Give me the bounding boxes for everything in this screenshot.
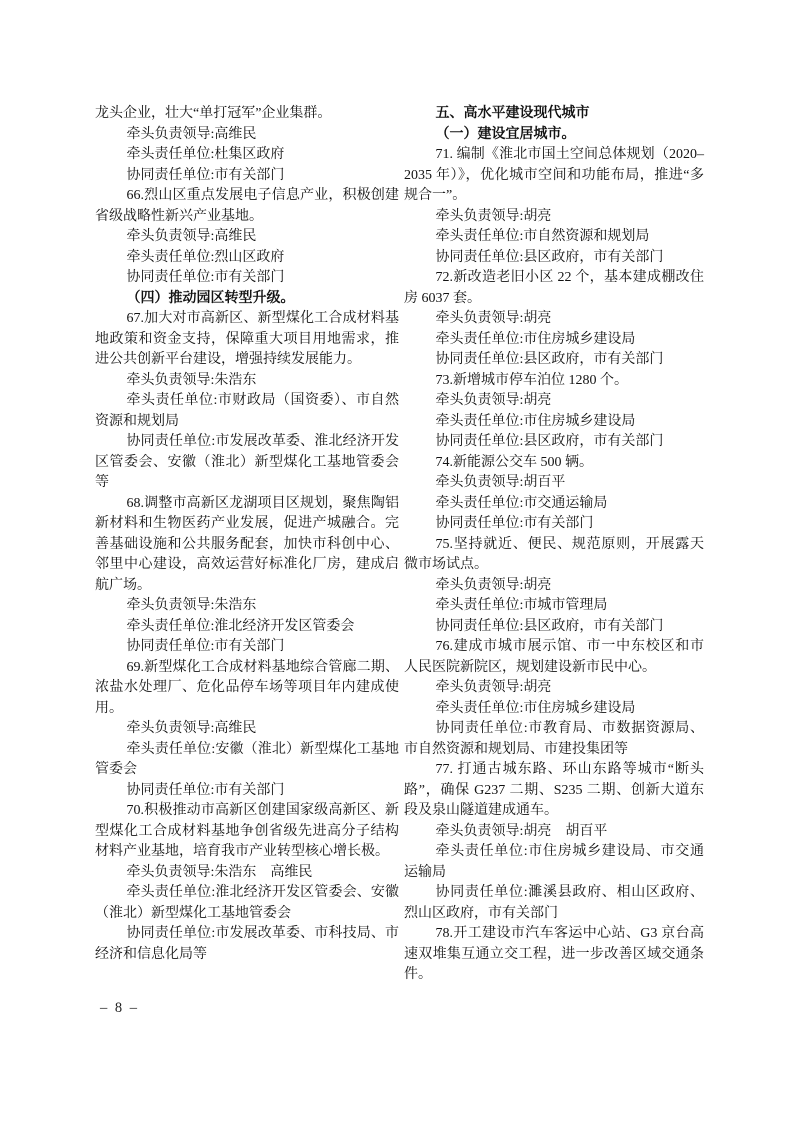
responsibility-line: 牵头负责领导:胡百平 [435, 475, 566, 490]
section-heading: （一）建设宜居城市。 [435, 126, 576, 142]
task-paragraph: 69.新型煤化工合成材料基地综合管廊二期、浓盐水处理厂、危化品停车场等项目年内建成使用。 [95, 659, 399, 716]
responsibility-line: 协同责任单位:县区政府，市有关部门 [435, 434, 664, 449]
task-paragraph: 72.新改造老旧小区 22 个，基本建成棚改住房 6037 套。 [404, 270, 704, 306]
responsibility-line: 牵头责任单位:市自然资源和规划局 [435, 229, 650, 244]
responsibility-line: 牵头负责领导:高维民 [126, 126, 257, 142]
page-number: – 8 – [100, 1000, 139, 1016]
responsibility-line: 牵头责任单位:市住房城乡建设局 [435, 413, 636, 429]
responsibility-line: 牵头负责领导:朱浩东 [126, 372, 257, 388]
responsibility-line: 牵头负责领导:高维民 [126, 721, 257, 736]
task-paragraph: 66.烈山区重点发展电子信息产业，积极创建省级战略性新兴产业基地。 [95, 188, 399, 224]
responsibility-line: 协同责任单位:市有关部门 [126, 782, 285, 798]
responsibility-line: 牵头责任单位:杜集区政府 [126, 147, 285, 162]
responsibility-line: 牵头负责领导:朱浩东 高维民 [126, 864, 313, 880]
left-column [95, 104, 399, 965]
responsibility-line: 协同责任单位:市教育局、市数据资源局、市自然资源和规划局、市建投集团等 [404, 721, 704, 757]
responsibility-line: 牵头责任单位:市城市管理局 [435, 598, 608, 613]
task-paragraph: 73.新增城市停车泊位 1280 个。 [435, 372, 628, 388]
task-paragraph: 74.新能源公交车 500 辆。 [435, 454, 593, 470]
responsibility-line: 协同责任单位:县区政府，市有关部门 [435, 618, 664, 634]
task-paragraph: 75.坚持就近、便民、规范原则，开展露天微市场试点。 [404, 536, 704, 572]
responsibility-line: 牵头责任单位:市财政局（国资委）、市自然资源和规划局 [95, 393, 399, 429]
responsibility-line: 牵头责任单位:市交通运输局 [435, 495, 608, 511]
responsibility-line: 牵头责任单位:安徽（淮北）新型煤化工基地管委会 [95, 741, 399, 777]
responsibility-line: 牵头责任单位:淮北经济开发区管委会 [126, 618, 355, 634]
responsibility-line: 协同责任单位:市有关部门 [435, 516, 594, 531]
continuation-paragraph: 龙头企业，壮大“单打冠军”企业集群。 [95, 106, 332, 121]
section-heading: 五、高水平建设现代城市 [435, 106, 590, 121]
section-heading: （四）推动园区转型升级。 [126, 290, 295, 306]
responsibility-line: 协同责任单位:市发展改革委、淮北经济开发区管委会、安徽（淮北）新型煤化工基地管委会等 [95, 434, 399, 490]
task-paragraph: 67.加大对市高新区、新型煤化工合成材料基地政策和资金支持，保障重大项目用地需求，推进公共创新平台建设，增强持续发展能力。 [95, 311, 399, 367]
responsibility-line: 协同责任单位:市发展改革委、市科技局、市经济和信息化局等 [95, 926, 399, 962]
responsibility-line: 牵头责任单位:淮北经济开发区管委会、安徽（淮北）新型煤化工基地管委会 [95, 885, 399, 921]
responsibility-line: 协同责任单位:市有关部门 [126, 639, 285, 654]
responsibility-line: 协同责任单位:市有关部门 [126, 167, 285, 183]
right-column [404, 104, 704, 986]
responsibility-line: 牵头责任单位:市住房城乡建设局 [435, 331, 636, 347]
responsibility-line: 牵头负责领导:胡亮 [435, 208, 552, 224]
task-paragraph: 77. 打通古城东路、环山东路等城市“断头路”，确保 G237 二期、S235 二期、创新大道东段及泉山隧道建成通车。 [404, 762, 704, 818]
responsibility-line: 协同责任单位:市有关部门 [126, 270, 285, 285]
responsibility-line: 协同责任单位:县区政府，市有关部门 [435, 352, 664, 367]
task-paragraph: 76.建成市城市展示馆、市一中东校区和市人民医院新院区，规划建设新市民中心。 [404, 639, 704, 675]
responsibility-line: 牵头责任单位:市住房城乡建设局、市交通运输局 [404, 844, 704, 880]
responsibility-line: 牵头负责领导:高维民 [126, 229, 257, 244]
responsibility-line: 牵头负责领导:胡亮 [435, 680, 552, 695]
responsibility-line: 牵头负责领导:胡亮 胡百平 [435, 823, 608, 839]
task-paragraph: 78.开工建设市汽车客运中心站、G3 京台高速双堆集互通立交工程，进一步改善区域交通条件。 [404, 926, 704, 982]
task-paragraph: 71. 编制《淮北市国土空间总体规划（2020–2035 年）》，优化城市空间和功能布局，推进“多规合一”。 [404, 147, 704, 203]
responsibility-line: 牵头负责领导:胡亮 [435, 577, 552, 593]
responsibility-line: 牵头责任单位:市住房城乡建设局 [435, 700, 636, 716]
task-paragraph: 68.调整市高新区龙湖项目区规划，聚焦陶铝新材料和生物医药产业发展，促进产城融合。完善基础设施和公共服务配套，加快市科创中心、邻里中心建设，高效运营好标准化厂房，建成启航广场。 [95, 495, 399, 593]
responsibility-line: 牵头负责领导:胡亮 [435, 393, 552, 408]
responsibility-line: 牵头负责领导:朱浩东 [126, 598, 257, 613]
responsibility-line: 牵头负责领导:胡亮 [435, 311, 552, 326]
responsibility-line: 协同责任单位:县区政府，市有关部门 [435, 249, 664, 265]
task-paragraph: 70.积极推动市高新区创建国家级高新区、新型煤化工合成材料基地争创省级先进高分子结构材料产业基地，培育我市产业转型核心增长极。 [95, 803, 399, 859]
responsibility-line: 牵头责任单位:烈山区政府 [126, 249, 285, 265]
responsibility-line: 协同责任单位:濉溪县政府、相山区政府、烈山区政府，市有关部门 [404, 885, 704, 921]
